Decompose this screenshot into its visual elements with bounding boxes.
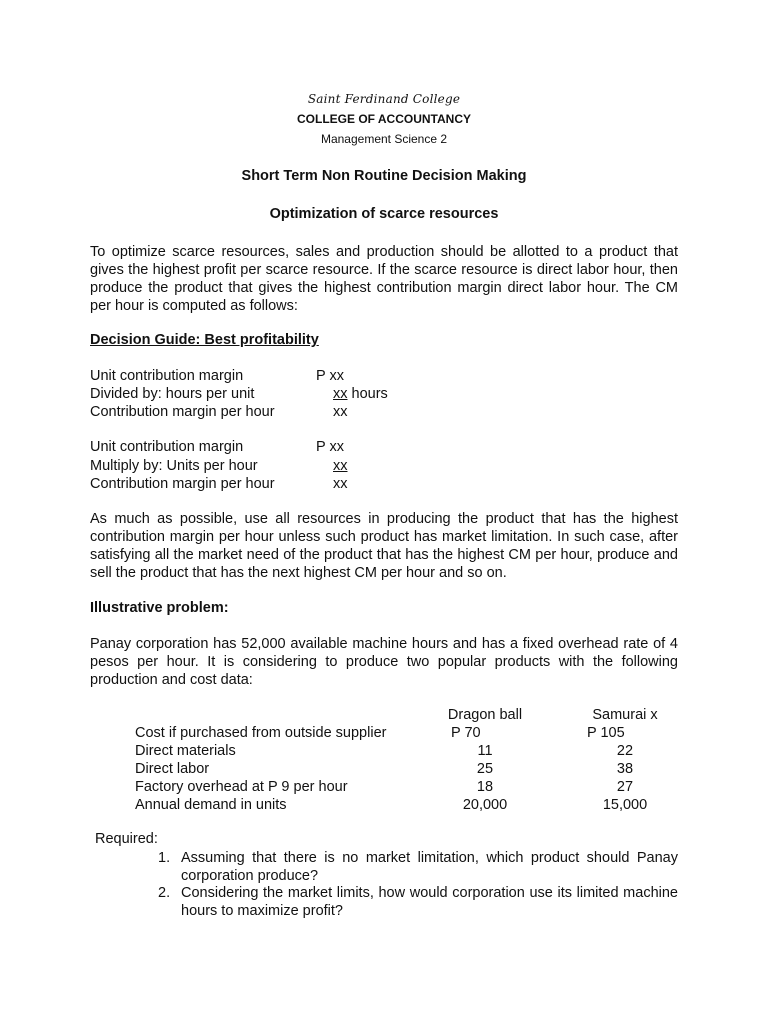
table-row <box>135 796 695 814</box>
dragon-ball-value: P 70 <box>451 725 481 741</box>
table-row <box>135 724 695 742</box>
formula-value-suffix: hours <box>347 386 388 402</box>
decision-guide-heading: Decision Guide: Best profitability <box>90 332 319 348</box>
samurai-x-value: 22 <box>616 743 634 759</box>
document-subtitle: Optimization of scarce resources <box>269 206 499 222</box>
formula-value-underlined: xx <box>333 386 348 402</box>
row-label: Cost if purchased from outside supplier <box>135 725 387 741</box>
row-label: Direct labor <box>135 761 210 777</box>
college-department: COLLEGE OF ACCOUNTANCY <box>297 112 471 126</box>
samurai-x-value: P 105 <box>587 725 625 741</box>
formula-label: Unit contribution margin <box>90 439 244 455</box>
question-text: Assuming that there is no market limitation, which product should Panay corporation produce? <box>181 850 678 884</box>
formula-value: xx <box>333 404 348 420</box>
college-name: Saint Ferdinand College <box>307 92 461 106</box>
dragon-ball-value: 18 <box>476 779 494 795</box>
table-row <box>135 778 695 796</box>
dragon-ball-value: 20,000 <box>462 797 508 813</box>
samurai-x-value: 15,000 <box>602 797 648 813</box>
course-name: Management Science 2 <box>320 132 448 146</box>
document-title: Short Term Non Routine Decision Making <box>241 168 527 184</box>
question-number: 1. <box>158 850 171 866</box>
column-header-samurai-x: Samurai x <box>592 707 658 723</box>
row-label: Direct materials <box>135 743 236 759</box>
question-item <box>158 849 678 885</box>
required-label: Required: <box>95 831 158 847</box>
intro-paragraph: To optimize scarce resources, sales and production should be allotted to a product that gives the highest profit per scarce resource. If the scarce resource is direct labor hour, then produce the product that gives the highest contribution margin direct labor hour. The CM per hour is computed as follows: <box>90 244 678 314</box>
samurai-x-value: 27 <box>616 779 634 795</box>
table-row <box>135 742 695 760</box>
formula-label: Contribution margin per hour <box>90 404 275 420</box>
table-header-row <box>135 706 695 724</box>
formula-label: Unit contribution margin <box>90 368 244 384</box>
question-text: Considering the market limits, how would corporation use its limited machine hours to maximize profit? <box>181 885 678 919</box>
row-label: Annual demand in units <box>135 797 287 813</box>
table-row <box>135 760 695 778</box>
formula-value: xx <box>333 458 348 474</box>
illustrative-paragraph: Panay corporation has 52,000 available machine hours and has a fixed overhead rate of 4 pesos per hour. It is considering to produce two popular products with the following production and cost data: <box>90 636 678 688</box>
samurai-x-value: 38 <box>616 761 634 777</box>
formula-label: Multiply by: Units per hour <box>90 458 258 474</box>
formula-label: Divided by: hours per unit <box>90 386 255 402</box>
formula-value: xx <box>333 476 348 492</box>
formula-value: P xx <box>316 439 344 455</box>
formula-value <box>333 385 388 403</box>
column-header-dragon-ball: Dragon ball <box>447 707 523 723</box>
question-item <box>158 884 678 920</box>
resources-paragraph: As much as possible, use all resources in producing the product that has the highest contribution margin per hour unless such product has market limitation. In such case, after satisfying all the market need of the product that has the highest CM per hour, produce and sell the product that has the next highest CM per hour and so on. <box>90 511 678 581</box>
formula-label: Contribution margin per hour <box>90 476 275 492</box>
dragon-ball-value: 25 <box>476 761 494 777</box>
dragon-ball-value: 11 <box>477 743 493 759</box>
illustrative-heading: Illustrative problem: <box>90 600 229 616</box>
row-label: Factory overhead at P 9 per hour <box>135 779 348 795</box>
question-number: 2. <box>158 885 171 901</box>
formula-value: P xx <box>316 368 344 384</box>
